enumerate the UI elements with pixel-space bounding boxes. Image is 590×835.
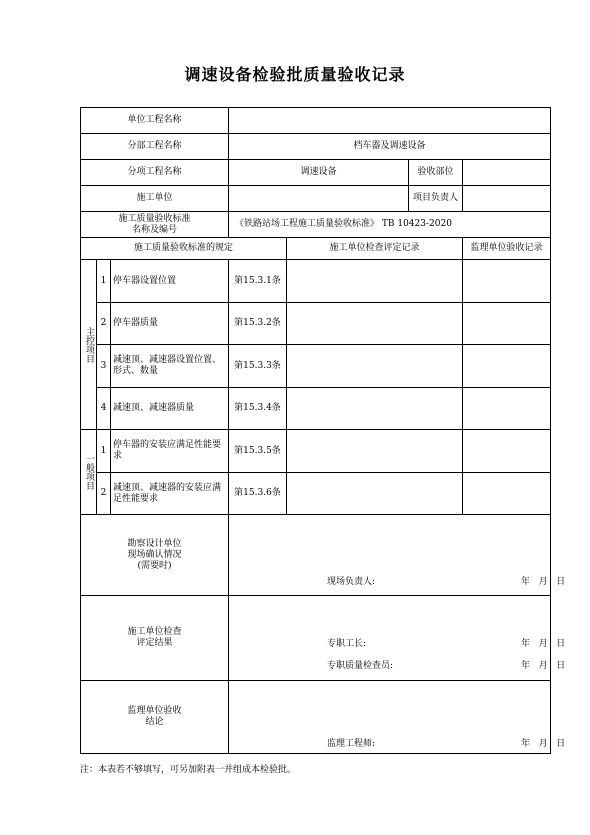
supervisor-person-label: 监理工程师:	[327, 739, 376, 749]
subitem-label: 分项工程名称	[81, 160, 229, 186]
contractor-date-1: 年 月 日	[521, 639, 566, 649]
standard-label	[81, 212, 229, 238]
project-lead-label: 项目负责人	[409, 186, 463, 212]
contractor-label-line-2: 评定结果	[136, 638, 173, 648]
general-group-label: 一般项目	[81, 430, 97, 515]
project-lead-value[interactable]	[463, 186, 551, 212]
row-subitem	[81, 160, 551, 186]
table-row	[81, 260, 551, 303]
supervisor-label-line-1: 监理单位验收	[127, 706, 182, 716]
contractor-person-1-label: 专职工长:	[327, 639, 367, 649]
unit-project-label: 单位工程名称	[81, 108, 229, 134]
col-header-supervisor-record: 监理单位验收记录	[463, 238, 551, 260]
survey-signoff-area[interactable]	[229, 515, 566, 596]
standard-label-line-2: 名称及编号	[131, 224, 177, 235]
item-text: 停车器的安装应满足性能要求	[111, 430, 229, 473]
contractor-signoff-label	[81, 596, 229, 681]
survey-label-line-1: 勘察设计单位	[127, 538, 182, 549]
supervisor-signoff-label	[81, 681, 229, 754]
unit-project-value[interactable]	[229, 108, 551, 134]
item-text: 减速顶、减速器质量	[111, 388, 229, 430]
item-no: 2	[97, 473, 111, 515]
item-no: 1	[97, 430, 111, 473]
item-no: 3	[97, 345, 111, 388]
row-contractor-signoff	[81, 596, 551, 681]
item-supervisor-record[interactable]	[463, 430, 551, 473]
item-no: 1	[97, 260, 111, 303]
col-header-contractor-check: 施工单位检查评定记录	[287, 238, 463, 260]
survey-date: 年 月 日	[521, 577, 566, 587]
division-value[interactable]: 档车器及调速设备	[229, 134, 551, 160]
item-contractor-record[interactable]	[287, 260, 463, 303]
contractor-label: 施工单位	[81, 186, 229, 212]
table-row	[81, 473, 551, 515]
item-clause: 第15.3.3条	[229, 345, 287, 388]
item-text: 停车器设置位置	[111, 260, 229, 303]
inspection-form-table	[80, 107, 566, 754]
item-supervisor-record[interactable]	[463, 303, 551, 345]
row-standard	[81, 212, 551, 238]
page-title: 调速设备检验批质量验收记录	[184, 65, 406, 84]
subitem-value[interactable]: 调速设备	[229, 160, 409, 186]
item-text: 减速顶、减速器的安装应满足性能要求	[111, 473, 229, 515]
item-text: 减速顶、减速器设置位置、形式、数量	[111, 345, 229, 388]
item-supervisor-record[interactable]	[463, 388, 551, 430]
item-supervisor-record[interactable]	[463, 345, 551, 388]
col-header-standard-rules: 施工质量验收标准的规定	[81, 238, 287, 260]
item-contractor-record[interactable]	[287, 430, 463, 473]
supervisor-label-line-2: 结论	[145, 717, 164, 727]
acceptance-part-value[interactable]	[463, 160, 551, 186]
footnote: 注：本表若不够填写，可另加附表一并组成本检验批。	[80, 765, 297, 775]
row-column-headers	[81, 238, 551, 260]
table-row	[81, 303, 551, 345]
row-contractor	[81, 186, 551, 212]
item-contractor-record[interactable]	[287, 473, 463, 515]
survey-label-line-2: 现场确认情况	[127, 549, 182, 560]
contractor-signoff-area[interactable]	[229, 596, 566, 681]
survey-signoff-label	[81, 515, 229, 596]
main-control-group-label: 主控项目	[81, 260, 97, 430]
item-no: 4	[97, 388, 111, 430]
item-contractor-record[interactable]	[287, 388, 463, 430]
contractor-date-2: 年 月 日	[521, 661, 566, 671]
row-unit-project	[81, 108, 551, 134]
contractor-person-2-label: 专职质量检查员:	[327, 661, 394, 671]
acceptance-part-label: 验收部位	[409, 160, 463, 186]
item-supervisor-record[interactable]	[463, 260, 551, 303]
standard-value: 《铁路站场工程施工质量验收标准》 TB 10423-2020	[229, 212, 551, 238]
item-text: 停车器质量	[111, 303, 229, 345]
item-supervisor-record[interactable]	[463, 473, 551, 515]
survey-label-line-3: (需要时)	[137, 560, 172, 571]
row-division	[81, 134, 551, 160]
table-row	[81, 430, 551, 473]
standard-label-line-1: 施工质量验收标准	[118, 213, 191, 224]
survey-person-label: 现场负责人:	[327, 577, 376, 587]
item-clause: 第15.3.4条	[229, 388, 287, 430]
division-label: 分部工程名称	[81, 134, 229, 160]
supervisor-signoff-area[interactable]	[229, 681, 566, 754]
item-clause: 第15.3.1条	[229, 260, 287, 303]
contractor-label-line-1: 施工单位检查	[127, 627, 182, 637]
table-row	[81, 388, 551, 430]
supervisor-date: 年 月 日	[521, 739, 566, 749]
contractor-value[interactable]	[229, 186, 409, 212]
row-supervisor-signoff	[81, 681, 551, 754]
item-contractor-record[interactable]	[287, 345, 463, 388]
item-clause: 第15.3.5条	[229, 430, 287, 473]
item-clause: 第15.3.2条	[229, 303, 287, 345]
table-row	[81, 345, 551, 388]
item-clause: 第15.3.6条	[229, 473, 287, 515]
row-survey-signoff	[81, 515, 551, 596]
item-contractor-record[interactable]	[287, 303, 463, 345]
item-no: 2	[97, 303, 111, 345]
